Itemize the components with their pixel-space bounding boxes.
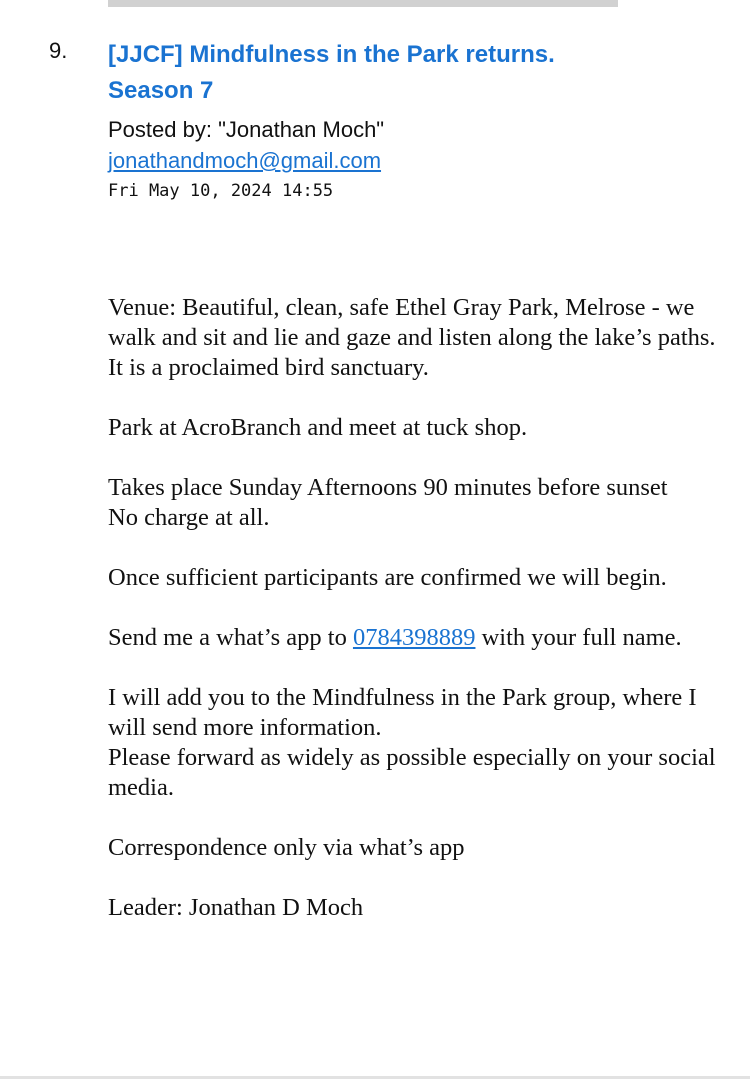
whatsapp-prefix: Send me a what’s app to <box>108 624 353 651</box>
charge-line: No charge at all. <box>108 504 270 531</box>
forward-line: Please forward as widely as possible especially on your social media. <box>108 744 716 801</box>
post-date: Fri May 10, 2024 14:55 <box>108 181 334 201</box>
group-paragraph <box>108 683 718 803</box>
top-divider <box>108 0 618 7</box>
whatsapp-suffix: with your full name. <box>475 624 682 651</box>
message-subject-link[interactable] <box>108 37 668 109</box>
posted-by: Posted by: "Jonathan Moch" <box>108 117 385 142</box>
group-line: I will add you to the Mindfulness in the Park group, where I will send more information. <box>108 684 697 741</box>
parking-paragraph: Park at AcroBranch and meet at tuck shop. <box>108 414 528 441</box>
subject-line-1: [JJCF] Mindfulness in the Park returns. <box>108 41 555 68</box>
schedule-line: Takes place Sunday Afternoons 90 minutes before sunset <box>108 474 668 501</box>
leader-paragraph: Leader: Jonathan D Moch <box>108 894 364 921</box>
start-paragraph: Once sufficient participants are confirmed we will begin. <box>108 564 667 591</box>
whatsapp-paragraph <box>108 623 718 653</box>
schedule-paragraph <box>108 473 718 533</box>
venue-paragraph: Venue: Beautiful, clean, safe Ethel Gray Park, Melrose - we walk and sit and lie and gaze and listen along the lake’s paths. It is a proclaimed bird sanctuary. <box>108 294 716 381</box>
subject-line-2: Season 7 <box>108 77 214 104</box>
correspondence-paragraph: Correspondence only via what’s app <box>108 834 465 861</box>
phone-number-link[interactable]: 0784398889 <box>352 624 476 651</box>
message-body <box>108 293 718 953</box>
message-number: 9. <box>49 38 68 63</box>
author-email-link[interactable]: jonathandmoch@gmail.com <box>108 148 382 173</box>
